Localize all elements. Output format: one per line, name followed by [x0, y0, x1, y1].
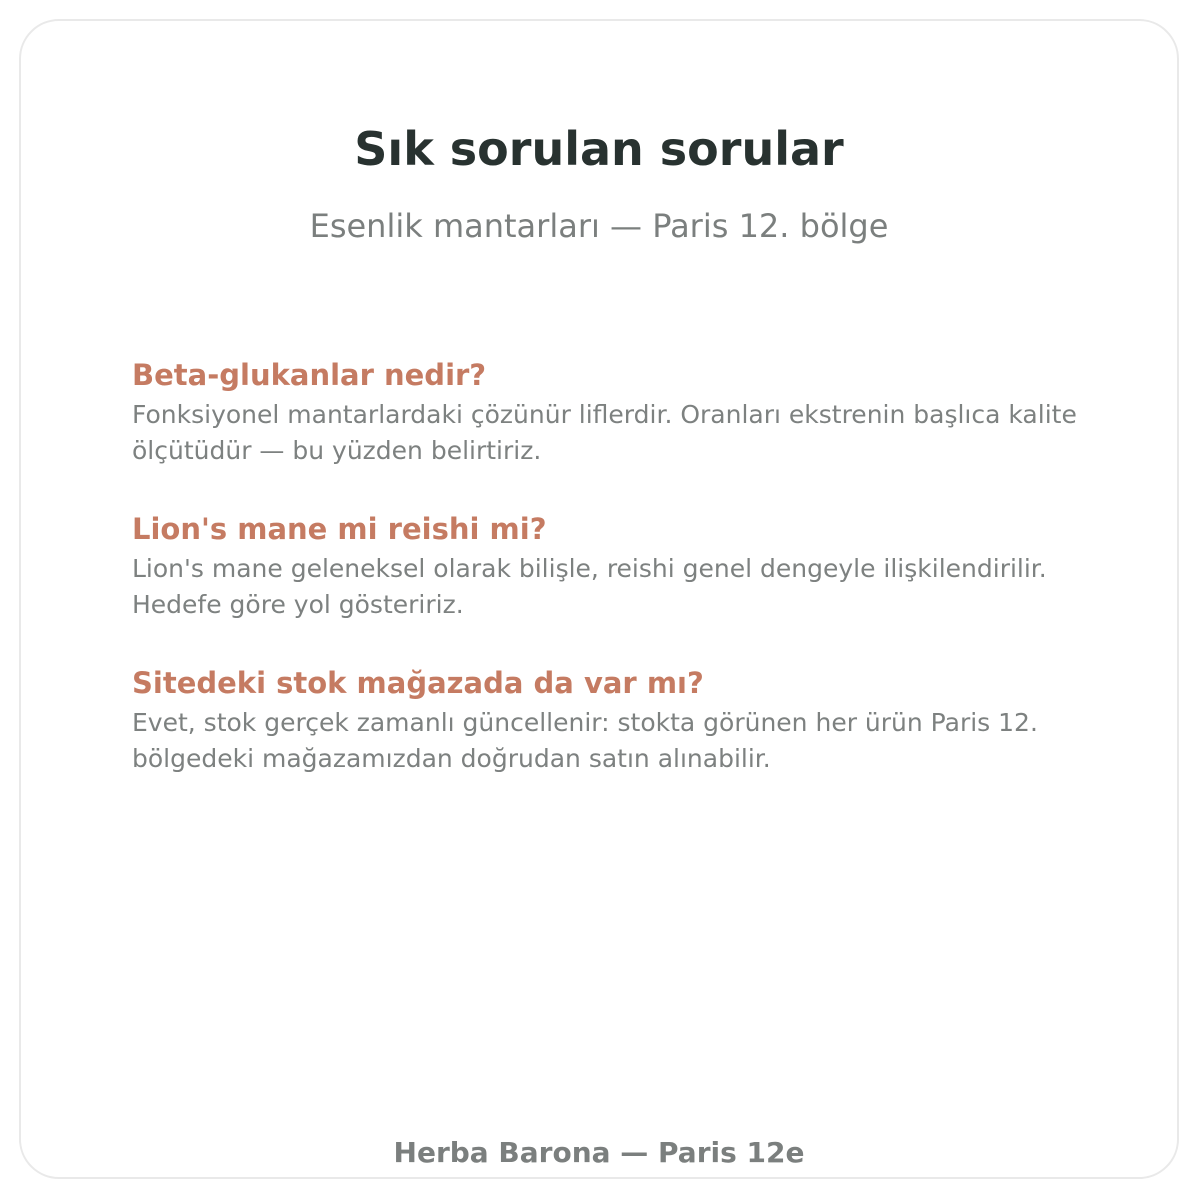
faq-answer: Lion's mane geleneksel olarak bilişle, reishi genel dengeyle ilişkilendirilir. Hedefe göre yol gösteririz. — [132, 554, 1047, 619]
faq-item — [132, 355, 1092, 469]
footer-brand: Herba Barona — Paris 12e — [393, 1136, 805, 1169]
faq-item — [132, 509, 1092, 623]
faq-answer: Evet, stok gerçek zamanlı güncellenir: stokta görünen her ürün Paris 12. bölgedeki mağazamızdan doğrudan satın alınabilir. — [132, 708, 1038, 773]
page-subtitle: Esenlik mantarları — Paris 12. bölge — [309, 207, 889, 245]
faq-answer: Fonksiyonel mantarlardaki çözünür liflerdir. Oranları ekstrenin başlıca kalite ölçütüdür — bu yüzden belirtiriz. — [132, 400, 1077, 465]
faq-question: Sitedeki stok mağazada da var mı? — [132, 666, 704, 700]
page-title: Sık sorulan sorular — [354, 122, 844, 176]
faq-item — [132, 663, 1092, 777]
faq-question: Beta-glukanlar nedir? — [132, 358, 487, 392]
faq-card — [19, 19, 1179, 1179]
faq-list — [132, 355, 1092, 817]
faq-question: Lion's mane mi reishi mi? — [132, 512, 547, 546]
